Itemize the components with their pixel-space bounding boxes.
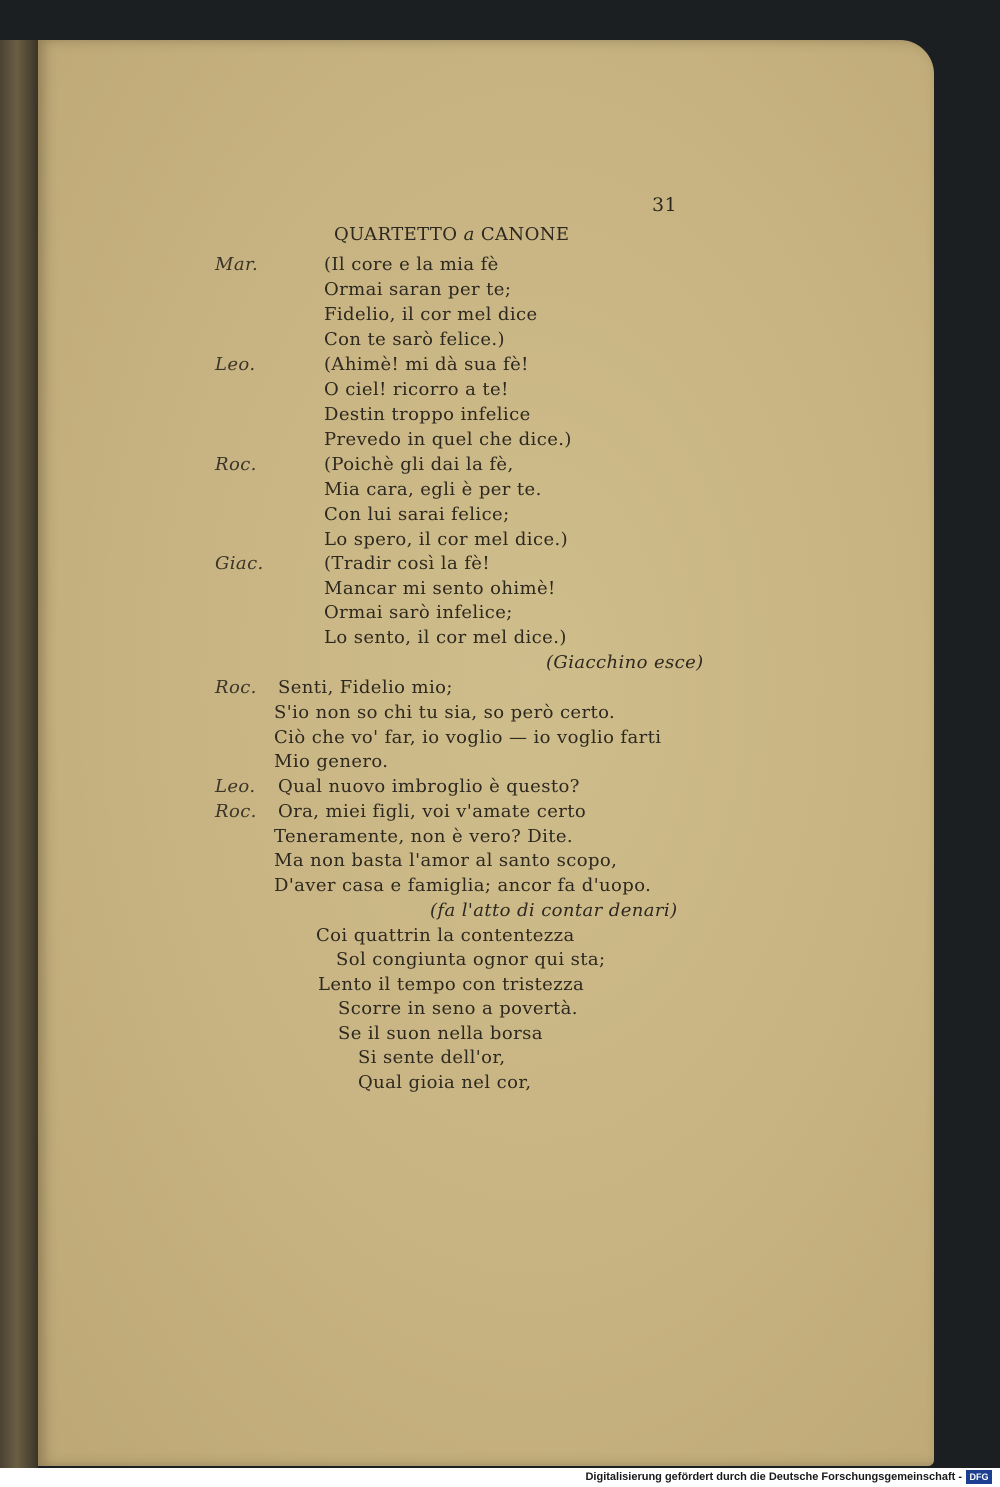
verse-line: (Il core e la mia fè xyxy=(324,254,499,275)
verse-line: Con lui sarai felice; xyxy=(324,504,510,525)
verse-line: Ormai saran per te; xyxy=(324,279,512,300)
prose-line: Ma non basta l'amor al santo scopo, xyxy=(274,850,618,871)
prose-line: Teneramente, non è vero? Dite. xyxy=(274,826,574,847)
verse-line: (Tradir così la fè! xyxy=(324,553,490,574)
song-line: Coi quattrin la contentezza xyxy=(316,925,575,946)
stage-direction: (Giacchino esce) xyxy=(546,652,704,673)
prose-line: Ciò che vo' far, io voglio — io voglio farti xyxy=(274,727,662,748)
book-spine xyxy=(0,40,38,1468)
song-line: Sol congiunta ognor qui sta; xyxy=(336,949,606,970)
verse-line: Fidelio, il cor mel dice xyxy=(324,304,538,325)
song-line: Si sente dell'or, xyxy=(358,1047,506,1068)
prose-line: Qual nuovo imbroglio è questo? xyxy=(278,776,580,797)
verse-line: O ciel! ricorro a te! xyxy=(324,379,509,400)
speaker-label: Leo. xyxy=(215,354,256,375)
verse-line: (Ahimè! mi dà sua fè! xyxy=(324,354,529,375)
song-line: Qual gioia nel cor, xyxy=(358,1072,532,1093)
speaker-label: Leo. xyxy=(215,776,256,797)
speaker-label: Roc. xyxy=(215,454,257,475)
verse-line: Lo sento, il cor mel dice.) xyxy=(324,627,567,648)
page-number: 31 xyxy=(652,194,677,216)
section-heading xyxy=(334,224,569,245)
heading-prefix: QUARTETTO xyxy=(334,224,458,245)
verse-line: Lo spero, il cor mel dice.) xyxy=(324,529,569,550)
verse-line: Mia cara, egli è per te. xyxy=(324,479,542,500)
verse-line: Mancar mi sento ohimè! xyxy=(324,578,556,599)
verse-line: Con te sarò felice.) xyxy=(324,329,505,350)
footer-bar xyxy=(0,1468,1000,1487)
prose-line: S'io non so chi tu sia, so però certo. xyxy=(274,702,616,723)
book-page xyxy=(38,40,934,1466)
verse-line: Prevedo in quel che dice.) xyxy=(324,429,572,450)
stage-direction: (fa l'atto di contar denari) xyxy=(430,900,678,921)
speaker-label: Giac. xyxy=(215,553,264,574)
song-line: Se il suon nella borsa xyxy=(338,1023,543,1044)
song-line: Lento il tempo con tristezza xyxy=(318,974,585,995)
heading-suffix: CANONE xyxy=(480,224,570,245)
speaker-label: Roc. xyxy=(215,677,257,698)
prose-line: Mio genero. xyxy=(274,751,389,772)
song-line: Scorre in seno a povertà. xyxy=(338,998,578,1019)
verse-line: Destin troppo infelice xyxy=(324,404,531,425)
speaker-label: Mar. xyxy=(215,254,259,275)
dfg-logo-icon: DFG xyxy=(966,1470,992,1484)
verse-line: (Poichè gli dai la fè, xyxy=(324,454,514,475)
verse-line: Ormai sarò infelice; xyxy=(324,602,513,623)
prose-line: Ora, miei figli, voi v'amate certo xyxy=(278,801,587,822)
prose-line: Senti, Fidelio mio; xyxy=(278,677,453,698)
funding-credit: Digitalisierung gefördert durch die Deutsche Forschungsgemeinschaft - xyxy=(585,1471,962,1483)
heading-italic-word: a xyxy=(463,224,475,245)
speaker-label: Roc. xyxy=(215,801,257,822)
prose-line: D'aver casa e famiglia; ancor fa d'uopo. xyxy=(274,875,652,896)
